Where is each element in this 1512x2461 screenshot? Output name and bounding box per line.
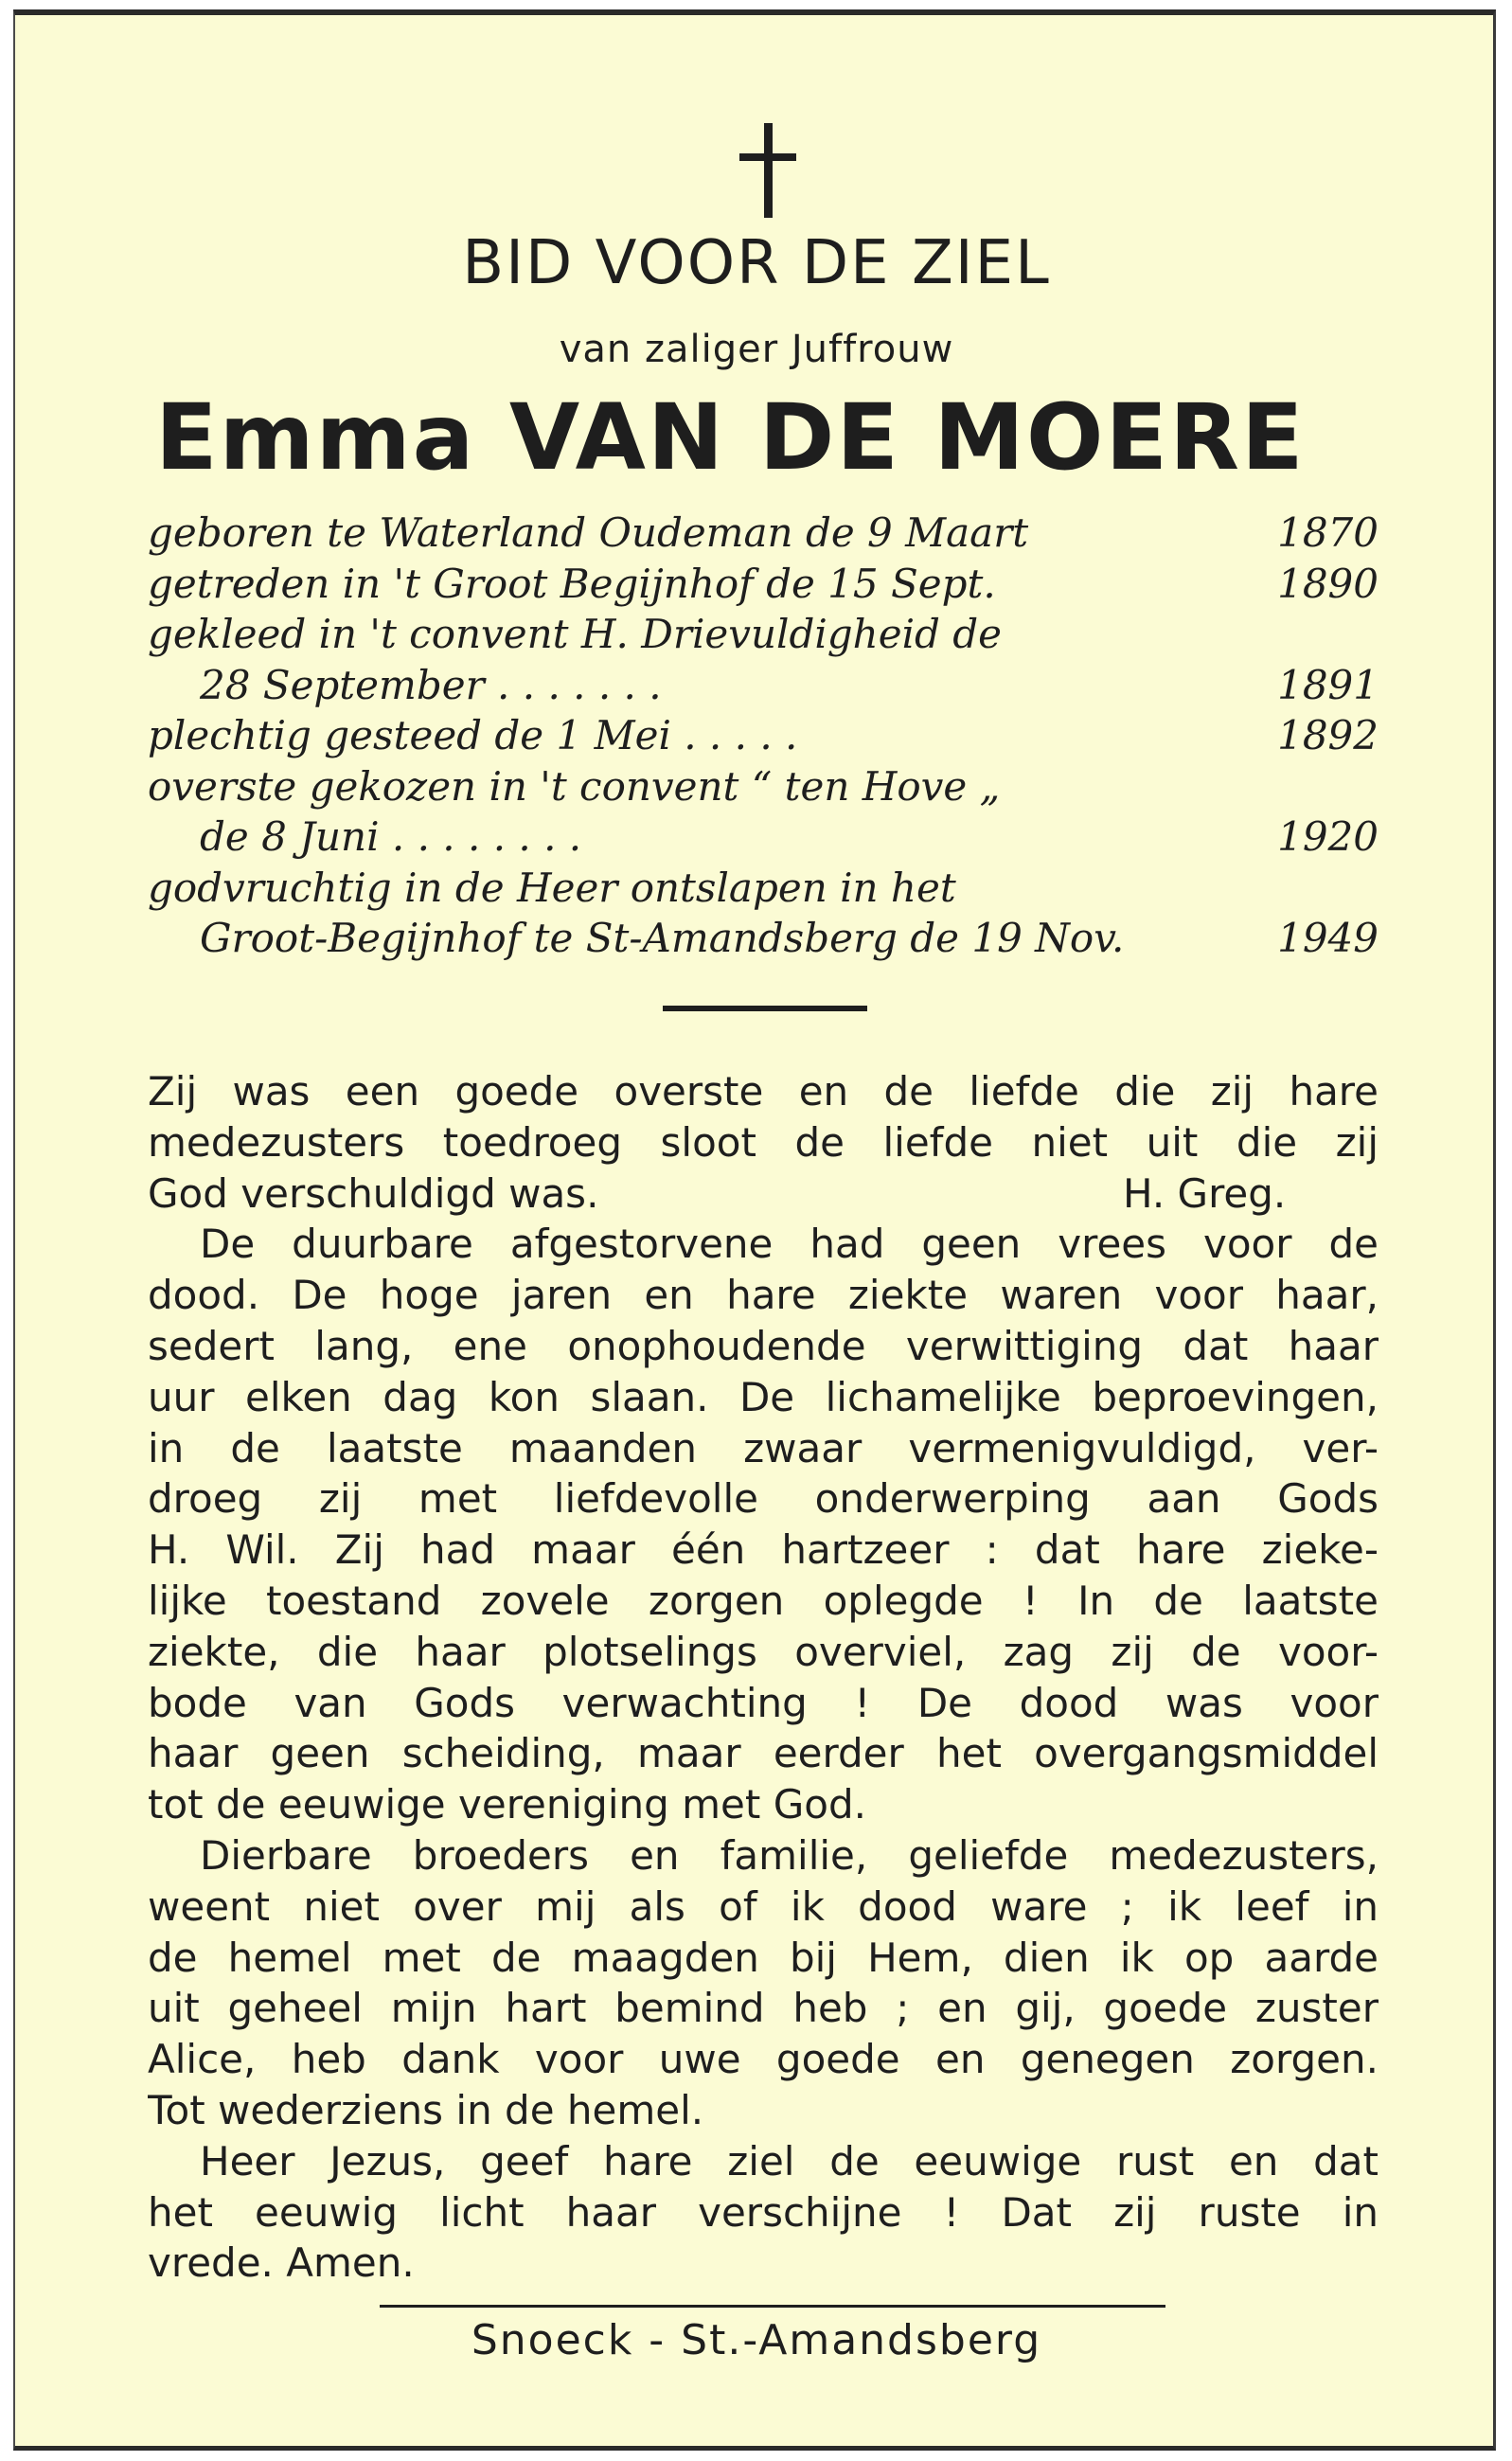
bio-row: [148, 710, 1379, 761]
prose-line: het eeuwig licht haar verschijne ! Dat zij ruste in: [148, 2188, 1379, 2236]
prose-line: Zij was een goede overste en de liefde die zij hare: [148, 1068, 1379, 1115]
bio-year: 1949: [1277, 915, 1379, 961]
memorial-card: [13, 9, 1496, 2451]
prose-line: [148, 1168, 1379, 1220]
bio-text: gekleed in 't convent H. Drievuldigheid de: [148, 611, 1002, 657]
prose-line: Alice, heb dank voor uwe goede en genegen zorgen.: [148, 2036, 1379, 2083]
prose-line: droeg zij met liefdevolle onderwerping aan Gods: [148, 1475, 1379, 1523]
prose-line: dood. De hoge jaren en hare ziekte waren voor haar,: [148, 1272, 1379, 1319]
prose-line: medezusters toedroeg sloot de liefde niet uit die zij: [148, 1118, 1379, 1166]
prose-line: bode van Gods verwachting ! De dood was voor: [148, 1679, 1379, 1726]
footer-divider: [380, 2305, 1165, 2308]
prose-line: Tot wederziens in de hemel.: [148, 2086, 704, 2133]
bio-row: [148, 811, 1379, 863]
prose-line: uit geheel mijn hart bemind heb ; en gij, goede zuster: [148, 1985, 1379, 2032]
bio-year: 1920: [1277, 813, 1379, 860]
prose-line: lijke toestand zovele zorgen oplegde ! In de laatste: [148, 1577, 1379, 1624]
cross-icon: [739, 123, 796, 218]
bio-year: 1892: [1277, 712, 1379, 758]
prose-line: De duurbare afgestorvene had geen vrees voor de: [200, 1221, 1379, 1268]
bio-text: godvruchtig in de Heer ontslapen in het: [148, 864, 956, 911]
bio-text: plechtig gesteed de 1 Mei . . . . .: [148, 712, 798, 758]
bio-row: [148, 863, 1379, 914]
divider: [663, 1006, 867, 1011]
bio-year: 1890: [1277, 560, 1379, 607]
prose-line: tot de eeuwige vereniging met God.: [148, 1781, 866, 1828]
bio-year: 1870: [1277, 509, 1379, 556]
card-heading: BID VOOR DE ZIEL: [462, 228, 1051, 298]
prose-line: weent niet over mij als of ik dood ware ; ik leef in: [148, 1882, 1379, 1930]
printer-credit: Snoeck - St.-Amandsberg: [471, 2316, 1042, 2364]
bio-row: [148, 761, 1379, 812]
bio-text: 28 September . . . . . . .: [200, 661, 662, 708]
bio-row: [148, 660, 1379, 711]
prose-line: haar geen scheiding, maar eerder het overgangsmiddel: [148, 1730, 1379, 1777]
prose-line: ziekte, die haar plotselings overviel, zag zij de voor-: [148, 1628, 1379, 1675]
bio-row: [148, 913, 1379, 964]
quote-attribution: H. Greg.: [1123, 1169, 1287, 1217]
card-subheading: van zaliger Juffrouw: [559, 328, 954, 371]
prose-line: uur elken dag kon slaan. De lichamelijke beproevingen,: [148, 1373, 1379, 1420]
bio-row: [148, 559, 1379, 610]
biography-list: [148, 508, 1379, 964]
bio-text: de 8 Juni . . . . . . . .: [200, 813, 582, 860]
prose-line: vrede. Amen.: [148, 2239, 415, 2287]
prose-line-text: God verschuldigd was.: [148, 1169, 599, 1217]
bio-text: Groot-Begijnhof te St-Amandsberg de 19 Nov.: [200, 915, 1125, 961]
bio-text: getreden in 't Groot Begijnhof de 15 Sept.: [148, 560, 996, 607]
prose-line: de hemel met de maagden bij Hem, dien ik op aarde: [148, 1934, 1379, 1981]
bio-year: 1891: [1277, 661, 1379, 708]
deceased-name: Emma VAN DE MOERE: [155, 384, 1306, 490]
bio-row: [148, 609, 1379, 660]
prose-line: H. Wil. Zij had maar één hartzeer : dat hare zieke-: [148, 1526, 1379, 1574]
bio-text: overste gekozen in 't convent “ ten Hove „: [148, 762, 1001, 810]
prose-line: Heer Jezus, geef hare ziel de eeuwige rust en dat: [200, 2137, 1379, 2185]
prose-line: sedert lang, ene onophoudende verwittiging dat haar: [148, 1322, 1379, 1369]
bio-row: [148, 508, 1379, 559]
prose-line: in de laatste maanden zwaar vermenigvuldigd, ver-: [148, 1424, 1379, 1471]
prose-line: Dierbare broeders en familie, geliefde medezusters,: [200, 1831, 1379, 1879]
bio-text: geboren te Waterland Oudeman de 9 Maart: [148, 509, 1029, 556]
prose-text: [148, 1066, 1379, 2289]
